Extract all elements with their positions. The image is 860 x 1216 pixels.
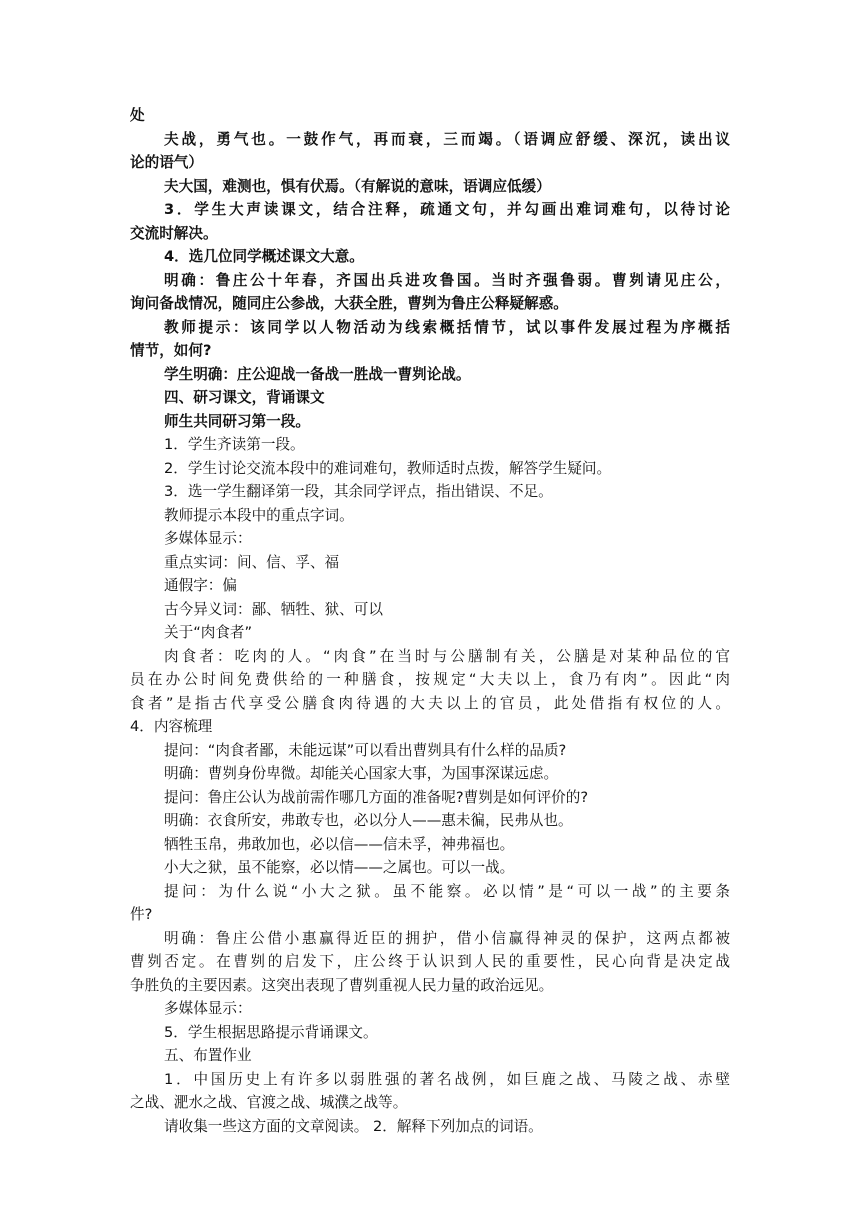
document-body xyxy=(130,104,730,1138)
text-line: 教师提示：该同学以人物活动为线索概括情节，试以事件发展过程为序概括 xyxy=(164,318,730,336)
text-line: 1．学生齐读第一段。 xyxy=(164,436,305,453)
text-line: 学生明确：庄公迎战一备战一胜战一曹刿论战。 xyxy=(164,365,471,383)
text-line: 处 xyxy=(130,107,145,124)
text-line: 小大之狱，虽不能察，必以情——之属也。可以一战。 xyxy=(164,859,515,876)
text-line: 牺牲玉帛，弗敢加也，必以信——信未孚，神弗福也。 xyxy=(164,835,515,853)
text-line: 肉食者：吃肉的人。“肉食”在当时与公膳制有关，公膳是对某种品位的官 xyxy=(164,647,730,665)
text-line: 明确：鲁庄公借小惠赢得近臣的拥护，借小信赢得神灵的保护，这两点都被 xyxy=(164,929,730,947)
text-line: 4．选几位同学概述课文大意。 xyxy=(164,248,364,265)
text-line: 食者”是指古代享受公膳食肉待遇的大夫以上的官员，此处借指有权位的人。 xyxy=(130,694,730,712)
text-line: 询问备战情况，随同庄公参战，大获全胜，曹刿为鲁庄公释疑解惑。 xyxy=(130,295,568,312)
text-line: 论的语气） xyxy=(130,154,203,171)
text-line: 关于“肉食者” xyxy=(164,624,253,641)
text-line: 3．学生大声读课文，结合注释，疏通文句，并勾画出难词难句，以待讨论 xyxy=(164,201,730,218)
text-line: 员在办公时间免费供给的一种膳食，按规定“大夫以上，食乃有肉”。因此“肉 xyxy=(130,671,730,688)
text-line: 交流时解决。 xyxy=(130,224,218,242)
text-line: 多媒体显示： xyxy=(164,530,252,547)
text-line: 明确：曹刿身份卑微。却能关心国家大事，为国事深谋远虑。 xyxy=(164,765,559,782)
text-line: 多媒体显示： xyxy=(164,1000,252,1017)
text-line: 明确：鲁庄公十年春，齐国出兵进攻鲁国。当时齐强鲁弱。曹刿请见庄公， xyxy=(164,271,730,289)
text-line: 件? xyxy=(130,906,153,923)
text-line: 师生共同研习第一段。 xyxy=(164,412,310,430)
text-line: 提问：“肉食者鄙，未能远谋”可以看出曹刿具有什么样的品质? xyxy=(164,741,567,759)
text-line: 教师提示本段中的重点字词。 xyxy=(164,506,354,524)
text-line: 提问：为什么说“小大之狱。虽不能察。必以情”是“可以一战”的主要条 xyxy=(164,882,730,900)
text-line: 四、研习课文，背诵课文 xyxy=(164,389,325,406)
text-line: 曹刿否定。在曹刿的启发下，庄公终于认识到人民的重要性，民心向背是决定战 xyxy=(130,953,730,970)
text-line: 争胜负的主要因素。这突出表现了曹刿重视人民力量的政治远见。 xyxy=(130,976,554,994)
text-line: 夫大国，难测也，惧有伏焉。（有解说的意味，语调应低缓） xyxy=(164,177,551,195)
text-line: 通假字：偏 xyxy=(164,577,237,594)
text-line: 5．学生根据思路提示背诵课文。 xyxy=(164,1023,378,1041)
text-line: 情节，如何? xyxy=(130,342,212,359)
text-line: 请收集一些这方面的文章阅读。 2．解释下列加点的词语。 xyxy=(164,1117,543,1135)
text-line: 明确：衣食所安，弗敢专也，必以分人——惠未徧，民弗从也。 xyxy=(164,812,573,829)
text-line: 之战、淝水之战、官渡之战、城濮之战等。 xyxy=(130,1094,408,1111)
text-line: 3．选一学生翻译第一段，其余同学评点，指出错误、不足。 xyxy=(164,483,553,500)
text-line: 古今异义词：鄙、牺牲、狱、可以 xyxy=(164,600,383,618)
text-line: 提问：鲁庄公认为战前需作哪几方面的准备呢?曹刿是如何评价的? xyxy=(164,788,589,806)
text-line: 2．学生讨论交流本段中的难词难句，教师适时点拨，解答学生疑问。 xyxy=(164,459,612,477)
text-line: 五、布置作业 xyxy=(164,1047,252,1064)
text-line: 1．中国历史上有许多以弱胜强的著名战例，如巨鹿之战、马陵之战、赤壁 xyxy=(164,1070,730,1088)
text-line: 4．内容梳理 xyxy=(130,718,213,735)
text-line: 夫战，勇气也。一鼓作气，再而衰，三而竭。（语调应舒缓、深沉，读出议 xyxy=(164,130,730,148)
text-line: 重点实词：间、信、孚、福 xyxy=(164,553,340,571)
